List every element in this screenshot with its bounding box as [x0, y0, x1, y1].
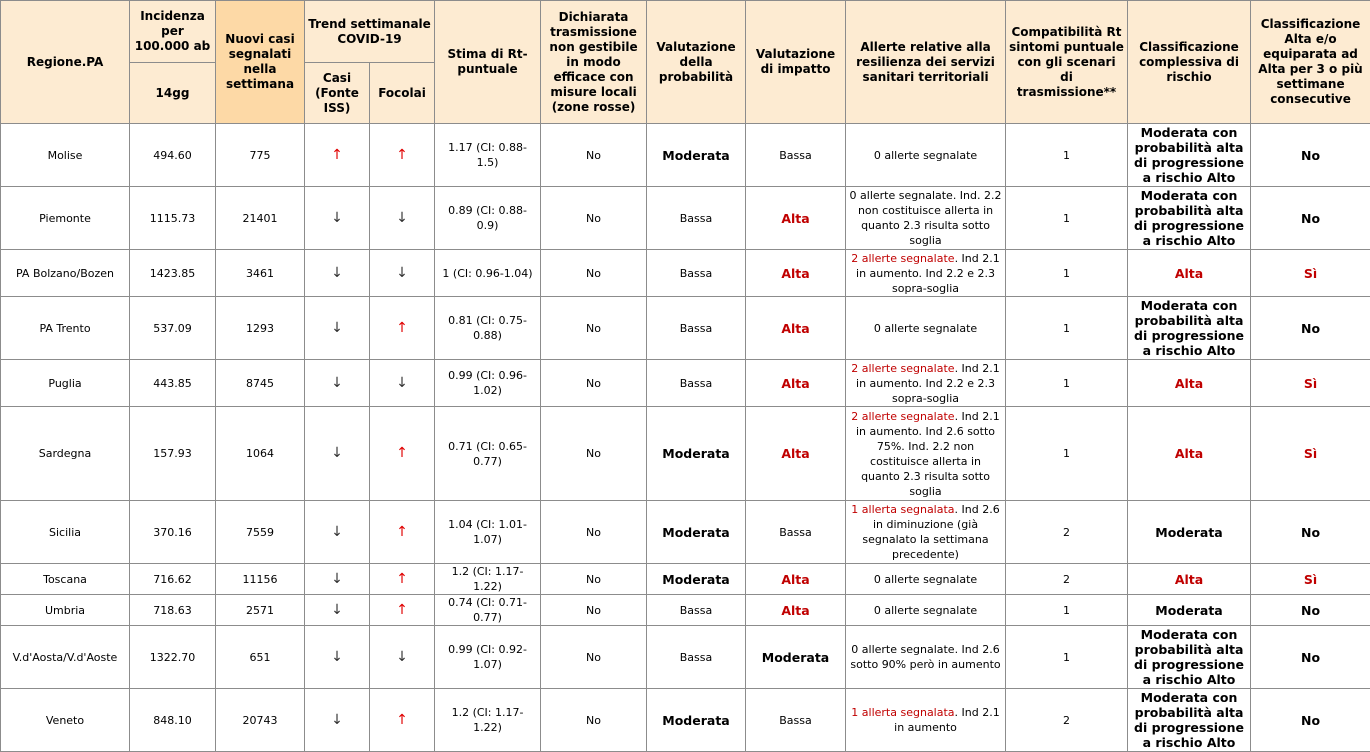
high3-cell: No — [1251, 187, 1370, 250]
high3-cell: Sì — [1251, 564, 1370, 595]
header-trend: Trend settimanale COVID-19 — [305, 1, 435, 63]
compat-cell: 1 — [1006, 595, 1128, 626]
high3-cell: Sì — [1251, 250, 1370, 297]
rt-cell: 1 (CI: 0.96-1.04) — [435, 250, 541, 297]
table-body — [1, 124, 1370, 752]
rt-cell: 1.2 (CI: 1.17-1.22) — [435, 689, 541, 752]
probability-cell: Bassa — [647, 250, 746, 297]
declared-cell: No — [541, 360, 647, 407]
arrow-up-icon: ↑ — [370, 689, 435, 752]
header-probability: Valutazione della probabilità — [647, 1, 746, 124]
arrow-down-icon: ↓ — [305, 595, 370, 626]
high3-cell: Sì — [1251, 407, 1370, 501]
compat-cell: 2 — [1006, 501, 1128, 564]
alert-count: 1 allerta segnalata — [851, 706, 955, 719]
header-trend-cases: Casi (Fonte ISS) — [305, 63, 370, 124]
probability-cell: Bassa — [647, 360, 746, 407]
incidence-cell: 1115.73 — [130, 187, 216, 250]
impact-cell: Alta — [746, 407, 846, 501]
rt-cell: 0.74 (CI: 0.71-0.77) — [435, 595, 541, 626]
alerts-cell — [846, 595, 1006, 626]
header-high3: Classificazione Alta e/o equiparata ad Alta per 3 o più settimane consecutive — [1251, 1, 1370, 124]
impact-cell: Alta — [746, 187, 846, 250]
header-region: Regione.PA — [1, 1, 130, 124]
region-cell: Toscana — [1, 564, 130, 595]
rt-cell: 0.81 (CI: 0.75-0.88) — [435, 297, 541, 360]
alert-details: . Ind 2.6 in diminuzione (già segnalato la settimana precedente) — [862, 503, 1000, 561]
new-cases-cell: 7559 — [216, 501, 305, 564]
table-row — [1, 564, 1370, 595]
impact-cell: Alta — [746, 564, 846, 595]
overall-cell: Alta — [1128, 564, 1251, 595]
alert-details: 0 allerte segnalate — [873, 603, 978, 617]
probability-cell: Bassa — [647, 595, 746, 626]
table-header — [1, 1, 1370, 124]
compat-cell: 1 — [1006, 297, 1128, 360]
header-declared: Dichiarata trasmissione non gestibile in modo efficace con misure locali (zone rosse) — [541, 1, 647, 124]
region-cell: PA Trento — [1, 297, 130, 360]
probability-cell: Bassa — [647, 187, 746, 250]
high3-cell: No — [1251, 124, 1370, 187]
overall-cell: Alta — [1128, 407, 1251, 501]
declared-cell: No — [541, 407, 647, 501]
incidence-cell: 494.60 — [130, 124, 216, 187]
arrow-down-icon: ↓ — [305, 689, 370, 752]
compat-cell: 1 — [1006, 187, 1128, 250]
header-impact: Valutazione di impatto — [746, 1, 846, 124]
rt-cell: 0.71 (CI: 0.65-0.77) — [435, 407, 541, 501]
alert-count: 2 allerte segnalate — [851, 251, 955, 265]
high3-cell: No — [1251, 595, 1370, 626]
table-row — [1, 250, 1370, 297]
region-cell: Puglia — [1, 360, 130, 407]
declared-cell: No — [541, 297, 647, 360]
probability-cell: Bassa — [647, 626, 746, 689]
declared-cell: No — [541, 124, 647, 187]
overall-cell: Moderata con probabilità alta di progressione a rischio Alto — [1128, 187, 1251, 250]
header-trend-outbreaks: Focolai — [370, 63, 435, 124]
probability-cell: Moderata — [647, 564, 746, 595]
impact-cell: Bassa — [746, 689, 846, 752]
high3-cell: No — [1251, 626, 1370, 689]
probability-cell: Moderata — [647, 124, 746, 187]
declared-cell: No — [541, 250, 647, 297]
high3-cell: No — [1251, 297, 1370, 360]
declared-cell: No — [541, 501, 647, 564]
compat-cell: 2 — [1006, 564, 1128, 595]
arrow-down-icon: ↓ — [305, 564, 370, 595]
arrow-up-icon: ↑ — [370, 297, 435, 360]
table-row — [1, 360, 1370, 407]
header-new-cases: Nuovi casi segnalati nella settimana — [216, 1, 305, 124]
impact-cell: Bassa — [746, 124, 846, 187]
declared-cell: No — [541, 626, 647, 689]
high3-cell: Sì — [1251, 360, 1370, 407]
impact-cell: Alta — [746, 595, 846, 626]
probability-cell: Moderata — [647, 501, 746, 564]
alerts-cell — [846, 501, 1006, 564]
overall-cell: Alta — [1128, 250, 1251, 297]
overall-cell: Moderata — [1128, 595, 1251, 626]
table-row — [1, 626, 1370, 689]
new-cases-cell: 8745 — [216, 360, 305, 407]
table-row — [1, 407, 1370, 501]
compat-cell: 2 — [1006, 689, 1128, 752]
incidence-cell: 848.10 — [130, 689, 216, 752]
alert-details: 0 allerte segnalate. Ind. 2.2 non costituisce allerta in quanto 2.3 risulta sotto soglia — [849, 189, 1002, 247]
arrow-down-icon: ↓ — [305, 187, 370, 250]
new-cases-cell: 3461 — [216, 250, 305, 297]
region-cell: Veneto — [1, 689, 130, 752]
arrow-up-icon: ↑ — [370, 407, 435, 501]
arrow-up-icon: ↑ — [370, 595, 435, 626]
region-cell: V.d'Aosta/V.d'Aoste — [1, 626, 130, 689]
arrow-down-icon: ↓ — [305, 360, 370, 407]
high3-cell: No — [1251, 689, 1370, 752]
declared-cell: No — [541, 187, 647, 250]
alerts-cell — [846, 297, 1006, 360]
impact-cell: Alta — [746, 250, 846, 297]
arrow-down-icon: ↓ — [305, 626, 370, 689]
probability-cell: Bassa — [647, 297, 746, 360]
declared-cell: No — [541, 595, 647, 626]
incidence-cell: 370.16 — [130, 501, 216, 564]
arrow-down-icon: ↓ — [370, 626, 435, 689]
high3-cell: No — [1251, 501, 1370, 564]
table-row — [1, 187, 1370, 250]
table-row — [1, 595, 1370, 626]
impact-cell: Moderata — [746, 626, 846, 689]
arrow-up-icon: ↑ — [370, 124, 435, 187]
alerts-cell — [846, 187, 1006, 250]
new-cases-cell: 21401 — [216, 187, 305, 250]
overall-cell: Moderata con probabilità alta di progressione a rischio Alto — [1128, 297, 1251, 360]
compat-cell: 1 — [1006, 360, 1128, 407]
rt-cell: 0.99 (CI: 0.96-1.02) — [435, 360, 541, 407]
rt-cell: 1.2 (CI: 1.17-1.22) — [435, 564, 541, 595]
header-alerts: Allerte relative alla resilienza dei servizi sanitari territoriali — [846, 1, 1006, 124]
incidence-cell: 537.09 — [130, 297, 216, 360]
alert-details: . Ind 2.1 in aumento — [894, 706, 1000, 734]
impact-cell: Alta — [746, 297, 846, 360]
new-cases-cell: 651 — [216, 626, 305, 689]
header-overall: Classificazione complessiva di rischio — [1128, 1, 1251, 124]
alerts-cell — [846, 124, 1006, 187]
region-cell: Molise — [1, 124, 130, 187]
header-incidence-sub: 14gg — [130, 63, 216, 124]
probability-cell: Moderata — [647, 407, 746, 501]
new-cases-cell: 11156 — [216, 564, 305, 595]
arrow-down-icon: ↓ — [305, 297, 370, 360]
rt-cell: 0.99 (CI: 0.92-1.07) — [435, 626, 541, 689]
alert-details: . Ind 2.1 in aumento. Ind 2.2 e 2.3 sopra-soglia — [856, 251, 1000, 295]
alerts-cell — [846, 360, 1006, 407]
probability-cell: Moderata — [647, 689, 746, 752]
alert-details: 0 allerte segnalate — [873, 321, 978, 335]
alerts-cell — [846, 626, 1006, 689]
rt-cell: 1.04 (CI: 1.01-1.07) — [435, 501, 541, 564]
compat-cell: 1 — [1006, 124, 1128, 187]
overall-cell: Moderata con probabilità alta di progressione a rischio Alto — [1128, 626, 1251, 689]
incidence-cell: 1423.85 — [130, 250, 216, 297]
alerts-cell — [846, 250, 1006, 297]
table-row — [1, 297, 1370, 360]
incidence-cell: 1322.70 — [130, 626, 216, 689]
header-compat: Compatibilità Rt sintomi puntuale con gli scenari di trasmissione** — [1006, 1, 1128, 124]
declared-cell: No — [541, 689, 647, 752]
overall-cell: Moderata — [1128, 501, 1251, 564]
arrow-up-icon: ↑ — [370, 501, 435, 564]
arrow-down-icon: ↓ — [305, 501, 370, 564]
compat-cell: 1 — [1006, 250, 1128, 297]
header-incidence: Incidenza per 100.000 ab — [130, 1, 216, 63]
alert-count: 2 allerte segnalate — [851, 409, 955, 423]
arrow-down-icon: ↓ — [305, 407, 370, 501]
region-cell: Sicilia — [1, 501, 130, 564]
table-row — [1, 501, 1370, 564]
overall-cell: Moderata con probabilità alta di progressione a rischio Alto — [1128, 689, 1251, 752]
alert-details: 0 allerte segnalate. Ind 2.6 sotto 90% però in aumento — [850, 643, 1001, 671]
alerts-cell — [846, 564, 1006, 595]
overall-cell: Moderata con probabilità alta di progressione a rischio Alto — [1128, 124, 1251, 187]
alerts-cell — [846, 689, 1006, 752]
rt-cell: 0.89 (CI: 0.88-0.9) — [435, 187, 541, 250]
declared-cell: No — [541, 564, 647, 595]
alert-count: 2 allerte segnalate — [851, 361, 955, 375]
new-cases-cell: 1293 — [216, 297, 305, 360]
alert-details: . Ind 2.1 in aumento. Ind 2.2 e 2.3 sopra-soglia — [856, 361, 1000, 405]
alerts-cell — [846, 407, 1006, 501]
alert-details: 0 allerte segnalate — [873, 572, 978, 586]
arrow-down-icon: ↓ — [370, 360, 435, 407]
arrow-up-icon: ↑ — [305, 124, 370, 187]
new-cases-cell: 2571 — [216, 595, 305, 626]
header-rt: Stima di Rt-puntuale — [435, 1, 541, 124]
new-cases-cell: 20743 — [216, 689, 305, 752]
impact-cell: Alta — [746, 360, 846, 407]
region-cell: Sardegna — [1, 407, 130, 501]
arrow-down-icon: ↓ — [305, 250, 370, 297]
arrow-up-icon: ↑ — [370, 564, 435, 595]
region-cell: Piemonte — [1, 187, 130, 250]
incidence-cell: 716.62 — [130, 564, 216, 595]
alert-details: . Ind 2.1 in aumento. Ind 2.6 sotto 75%. Ind. 2.2 non costituisce allerta in quanto 2.3 risulta sotto soglia — [855, 409, 1000, 498]
alert-details: 0 allerte segnalate — [873, 148, 978, 162]
region-cell: PA Bolzano/Bozen — [1, 250, 130, 297]
new-cases-cell: 775 — [216, 124, 305, 187]
overall-cell: Alta — [1128, 360, 1251, 407]
new-cases-cell: 1064 — [216, 407, 305, 501]
region-cell: Umbria — [1, 595, 130, 626]
impact-cell: Bassa — [746, 501, 846, 564]
rt-cell: 1.17 (CI: 0.88-1.5) — [435, 124, 541, 187]
arrow-down-icon: ↓ — [370, 250, 435, 297]
arrow-down-icon: ↓ — [370, 187, 435, 250]
compat-cell: 1 — [1006, 407, 1128, 501]
incidence-cell: 443.85 — [130, 360, 216, 407]
table-row — [1, 689, 1370, 752]
incidence-cell: 157.93 — [130, 407, 216, 501]
compat-cell: 1 — [1006, 626, 1128, 689]
alert-count: 1 allerta segnalata — [851, 503, 955, 516]
table-row — [1, 124, 1370, 187]
incidence-cell: 718.63 — [130, 595, 216, 626]
